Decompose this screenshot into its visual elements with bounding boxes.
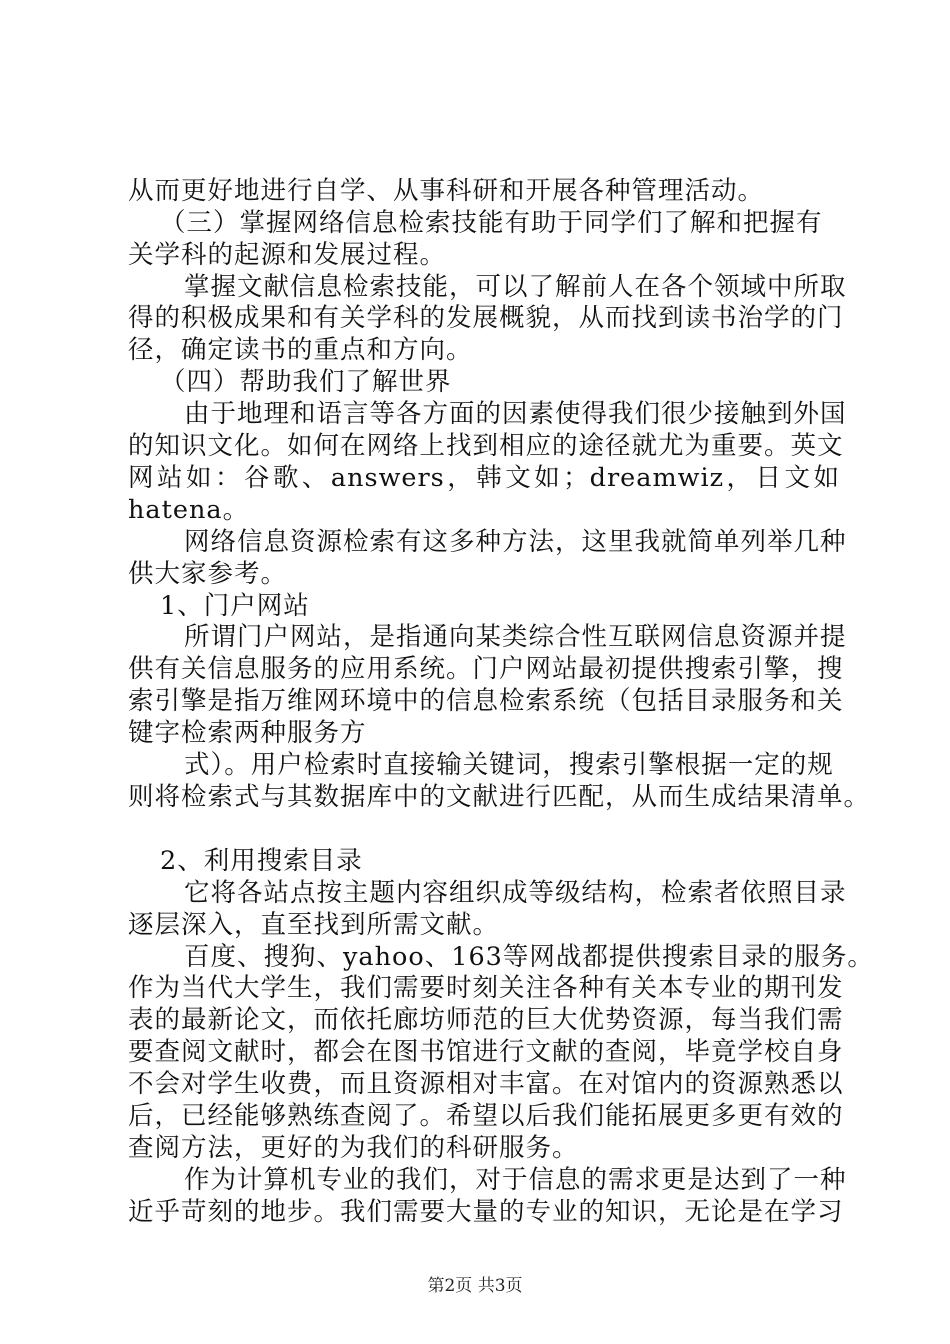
text-line: 从而更好地进行自学、从事科研和开展各种管理活动。: [128, 176, 765, 206]
text-line: 所谓门户网站，是指通向某类综合性互联网信息资源并提: [184, 622, 847, 652]
text-line: 关学科的起源和发展过程。: [128, 240, 447, 270]
text-line: 表的最新论文，而依托廊坊师范的巨大优势资源，每当我们需: [128, 1005, 844, 1035]
text-line: 键字检索两种服务方: [128, 718, 367, 748]
text-line: 得的积极成果和有关学科的发展概貌，从而找到读书治学的门: [128, 303, 844, 333]
text-line: 供有关信息服务的应用系统。门户网站最初提供搜索引擎，搜: [128, 654, 844, 684]
text-line: 近乎苛刻的地步。我们需要大量的专业的知识，无论是在学习: [128, 1197, 844, 1227]
text-line: 作为计算机专业的我们，对于信息的需求更是达到了一种: [184, 1165, 847, 1195]
text-line: hatena。: [128, 495, 250, 525]
text-line: 式）。用户检索时直接输关键词，搜索引擎根据一定的规: [184, 750, 834, 780]
text-line: 径，确定读书的重点和方向。: [128, 335, 473, 365]
text-line: 供大家参考。: [128, 559, 288, 589]
text-line: 的知识文化。如何在网络上找到相应的途径就尤为重要。英文: [128, 431, 844, 461]
text-line: 则将检索式与其数据库中的文献进行匹配，从而生成结果清单。: [128, 782, 871, 812]
section-heading: （四）帮助我们了解世界: [160, 367, 452, 397]
text-line: 网络信息资源检索有这多种方法，这里我就简单列举几种: [184, 527, 847, 557]
text-line: 掌握文献信息检索技能，可以了解前人在各个领域中所取: [184, 272, 847, 302]
section-heading: （三）掌握网络信息检索技能有助于同学们了解和把握有: [160, 208, 823, 238]
text-line: 逐层深入，直至找到所需文献。: [128, 910, 500, 940]
text-line: 查阅方法，更好的为我们的科研服务。: [128, 1133, 579, 1163]
text-line: 由于地理和语言等各方面的因素使得我们很少接触到外国: [184, 399, 847, 429]
text-line: 作为当代大学生，我们需要时刻关注各种有关本专业的期刊发: [128, 973, 844, 1003]
section-heading: 2、利用搜索目录: [160, 846, 363, 876]
text-line: 网站如：谷歌、answers，韩文如；dreamwiz，日文如: [128, 463, 840, 493]
text-line: 索引擎是指万维网环境中的信息检索系统（包括目录服务和关: [128, 686, 844, 716]
text-line: 后，已经能够熟练查阅了。希望以后我们能拓展更多更有效的: [128, 1101, 844, 1131]
text-line: 百度、搜狗、yahoo、163等网战都提供搜索目录的服务。: [184, 942, 874, 972]
text-line: 要查阅文献时，都会在图书馆进行文献的查阅，毕竟学校自身: [128, 1037, 844, 1067]
section-heading: 1、门户网站: [160, 591, 310, 621]
text-line: 它将各站点按主题内容组织成等级结构，检索者依照目录: [184, 878, 847, 908]
text-line: 不会对学生收费，而且资源相对丰富。在对馆内的资源熟悉以: [128, 1069, 844, 1099]
page-number-footer: 第2页 共3页: [427, 1276, 523, 1296]
